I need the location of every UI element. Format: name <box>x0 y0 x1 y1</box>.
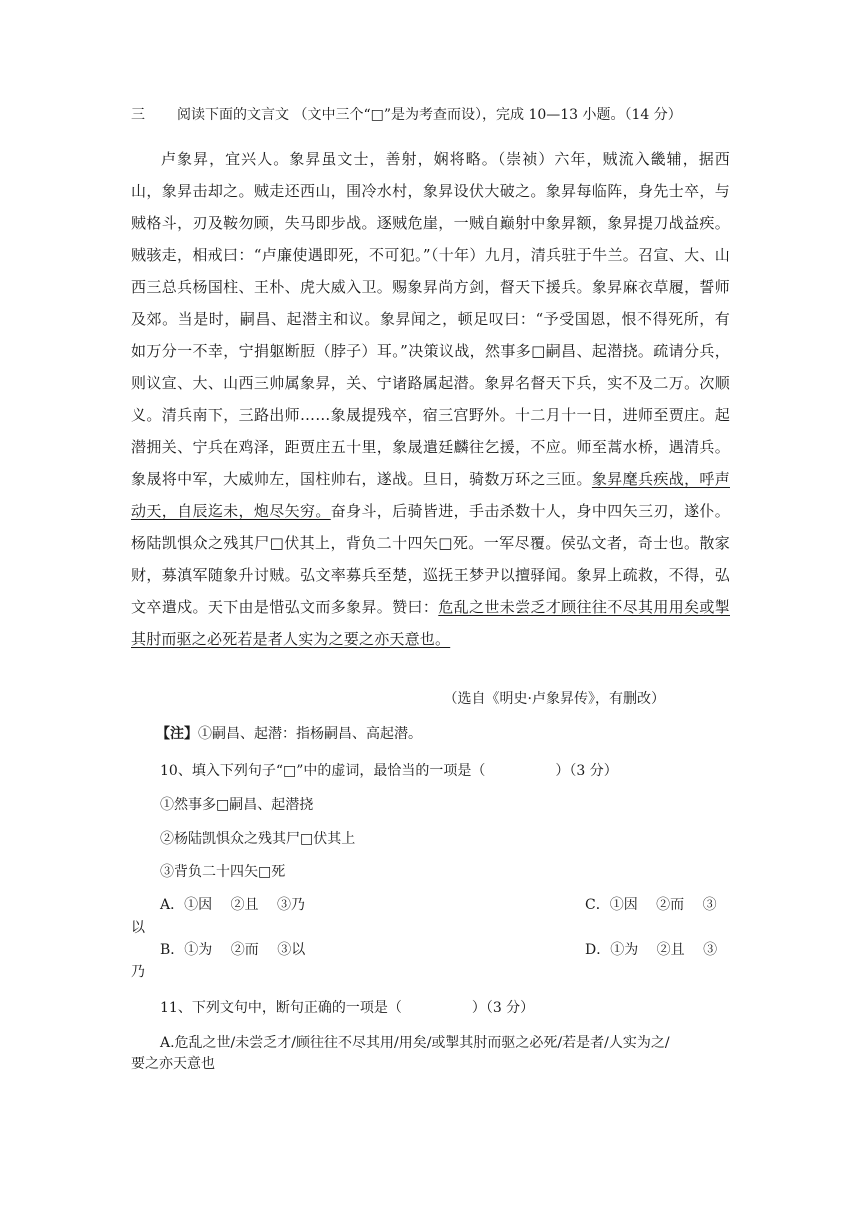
classical-passage <box>131 143 730 655</box>
question-11-stem <box>160 998 534 1018</box>
note-label: 【注】 <box>156 726 198 742</box>
section-instruction: 阅读下面的文言文 （文中三个“□”是为考查而设），完成 10—13 小题。（14 分） <box>177 107 682 123</box>
q11-option-a[interactable]: A.危乱之世/未尝乏才/顾往往不尽其用/用矣/或掣其肘而驱之必死/若是者/人实为之/ <box>160 1035 670 1051</box>
q10-stem-score: ）（3 分） <box>555 763 618 779</box>
passage-text-mid: 奋身斗，后骑皆进，手击杀数十人，身中四矢三刃，遂仆。杨陆凯惧众之残其尸□伏其上，背负二十四矢□死。一军尽覆。侯弘文者，奇士也。散家财，募滇军随象升讨贼。弘文率募兵至楚，巡抚王梦尹以擅驿闻。象昇上疏救，不得，弘文卒遣戍。天下由是惜弘文而多象昇。赞曰： <box>131 502 730 616</box>
q10-sentence-2: ②杨陆凯惧众之残其尸□伏其上 <box>160 831 356 847</box>
section-number: 三 <box>131 107 145 123</box>
q10-option-b[interactable]: B．①为 ②而 ③以 <box>160 942 306 958</box>
q11-stem-text: 11、下列文句中，断句正确的一项是（ <box>160 1000 402 1016</box>
q11-stem-score: ）（3 分） <box>471 1000 535 1016</box>
passage-underlined-sentence-1: 象昇麾兵疾战，呼声动天，自辰迄未，炮尽矢穷。 <box>131 470 730 520</box>
q11-option-a-wrap: 要之亦天意也 <box>131 1056 215 1072</box>
annotation-note <box>156 724 422 744</box>
q10-option-d[interactable]: D．①为 ②且 ③ <box>585 942 718 958</box>
q10-option-c-wrap: 以 <box>131 920 145 936</box>
q10-sentence-3: ③背负二十四矢□死 <box>160 864 286 880</box>
passage-source: （选自《明史·卢象昇传》，有删改） <box>443 691 665 707</box>
q10-stem-text: 10、填入下列句子“□”中的虚词，最恰当的一项是（ <box>160 763 486 779</box>
q10-sentence-1: ①然事多□嗣昌、起潜挠 <box>160 797 314 813</box>
q10-option-d-wrap: 乃 <box>131 964 145 980</box>
q10-option-a[interactable]: A．①因 ②且 ③乃 <box>160 897 306 913</box>
question-10-stem <box>160 761 618 781</box>
passage-underlined-sentence-2: 危乱之世未尝乏才顾往往不尽其用用矣或掣其肘而驱之必死若是者人实为之要之亦天意也。 <box>131 598 730 648</box>
note-text: ①嗣昌、起潜：指杨嗣昌、高起潜。 <box>198 726 422 742</box>
q10-option-c[interactable]: C．①因 ②而 ③ <box>585 897 717 913</box>
section-heading <box>131 105 741 125</box>
passage-text-main: 卢象昇，宜兴人。象昇虽文士，善射，娴将略。（崇祯）六年，贼流入畿辅，据西山，象昇击却之。贼走还西山，围冷水村，象昇设伏大破之。象昇每临阵，身先士卒，与贼格斗，刃及鞍勿顾，失马即步战。逐贼危崖，一贼自巅射中象昇额，象昇提刀战益疾。贼骇走，相戒曰：“卢廉使遇即死，不可犯。”（十年）九月，清兵驻于牛兰。召宣、大、山西三总兵杨国柱、王朴、虎大威入卫。赐象昇尚方剑，督天下援兵。象昇麻衣草履，誓师及郊。当是时，嗣昌、起潜主和议。象昇闻之，顿足叹曰：“予受国恩，恨不得死所，有如万分一不幸，宁捐躯断脰（脖子）耳。”决策议战，然事多□嗣昌、起潜挠。疏请分兵，则议宣、大、山西三帅属象昇，关、宁诸路属起潜。象昇名督天下兵，实不及二万。次顺义。清兵南下，三路出师……象晟提残卒，宿三宫野外。十二月十一日，进师至贾庄。起潜拥关、宁兵在鸡泽，距贾庄五十里，象晟遣廷麟往乞援，不应。师至蒿水桥，遇清兵。象晟将中军，大威帅左，国柱帅右，遂战。旦日，骑数万环之三匝。 <box>131 150 730 488</box>
